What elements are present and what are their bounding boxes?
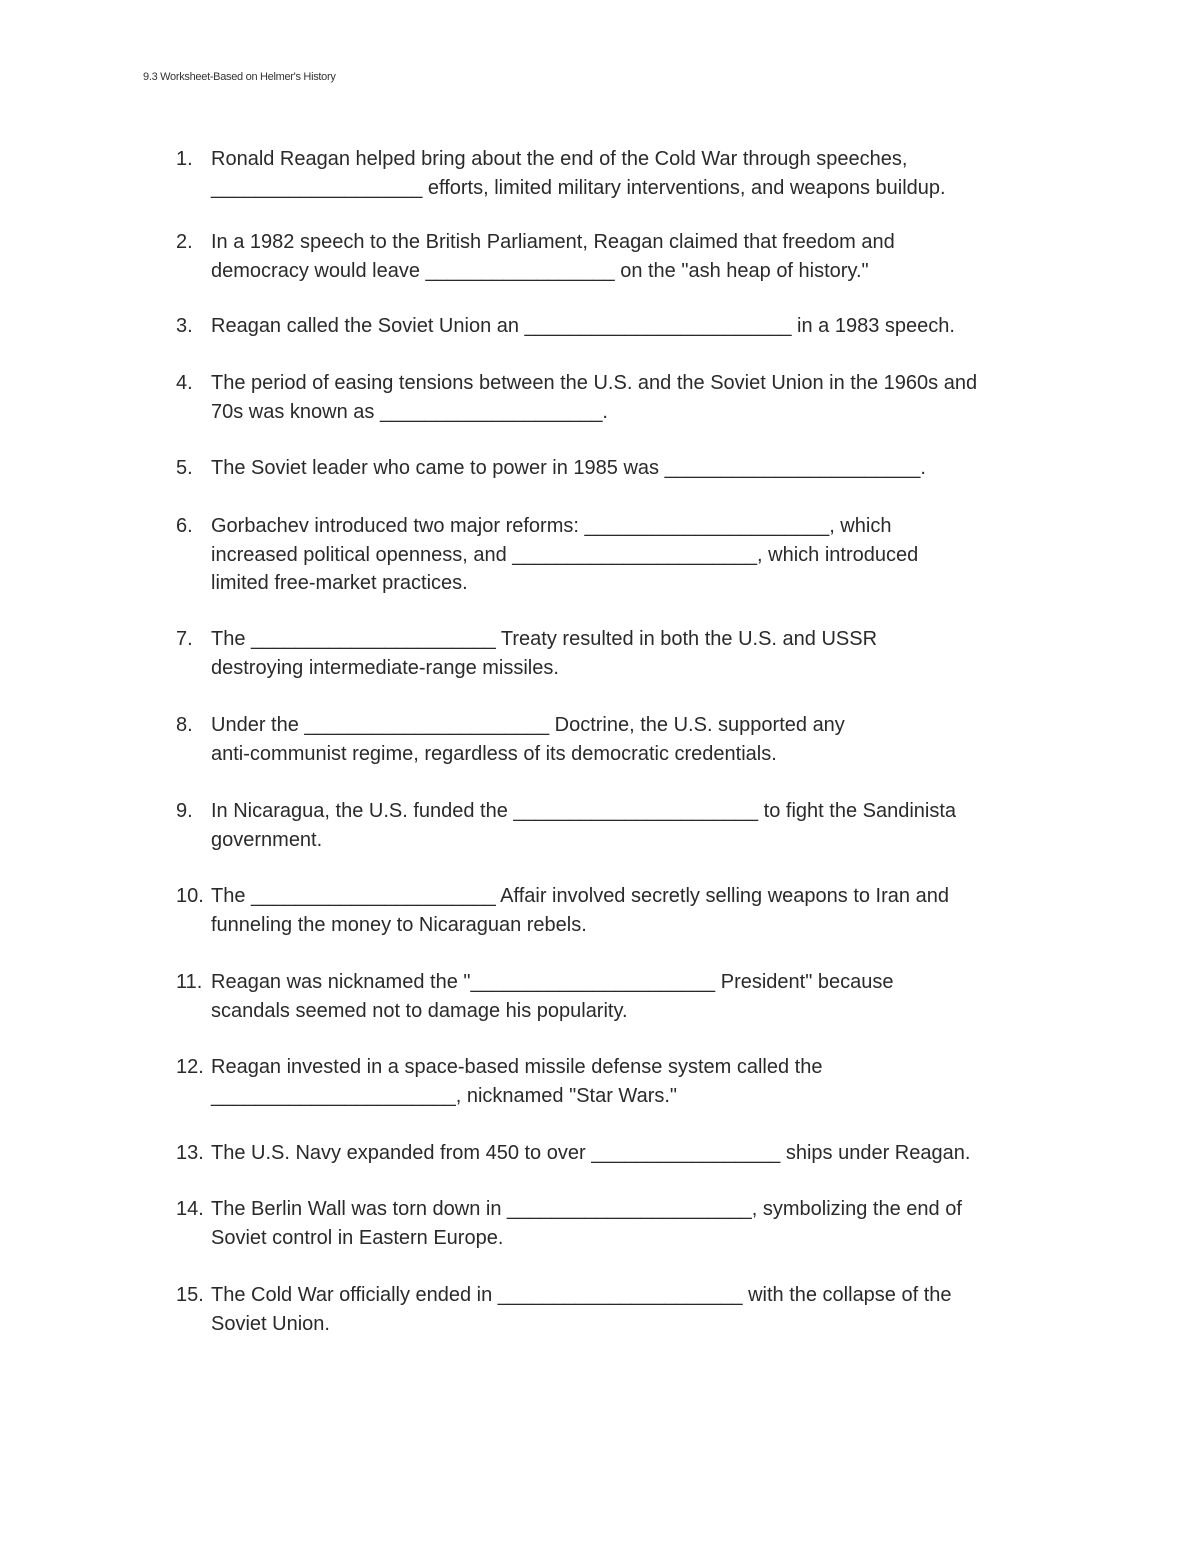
question-number: 14. — [176, 1198, 204, 1220]
question-line: scandals seemed not to damage his popularity. — [211, 999, 628, 1022]
question-line: anti-communist regime, regardless of its democratic credentials. — [211, 742, 777, 765]
question-line: In Nicaragua, the U.S. funded the ______________________ to fight the Sandinista — [211, 800, 957, 822]
question-line: Gorbachev introduced two major reforms: ______________________, which — [211, 515, 892, 537]
question-line: Under the ______________________ Doctrine, the U.S. supported any — [211, 714, 845, 736]
question-text — [211, 882, 1081, 939]
question-text — [211, 625, 1081, 682]
question-line: The Soviet leader who came to power in 1985 was _______________________. — [211, 457, 926, 479]
question-text — [211, 1139, 1081, 1168]
question-line: increased political openness, and ______________________, which introduced — [211, 543, 919, 566]
question-text — [211, 1195, 1081, 1252]
question-text — [211, 1053, 1081, 1110]
question-line: The period of easing tensions between the U.S. and the Soviet Union in the 1960s and — [211, 372, 978, 394]
question-number: 13. — [176, 1142, 204, 1164]
question-line: In a 1982 speech to the British Parliament, Reagan claimed that freedom and — [211, 231, 895, 253]
question-text — [211, 312, 1081, 341]
question-line: Reagan called the Soviet Union an ________________________ in a 1983 speech. — [211, 315, 955, 337]
question-number: 7. — [176, 628, 193, 650]
question-line: Reagan was nicknamed the "______________________ President" because — [211, 971, 894, 993]
question-line: The ______________________ Affair involved secretly selling weapons to Iran and — [211, 885, 949, 907]
question-number: 1. — [176, 148, 193, 170]
question-number: 2. — [176, 231, 193, 253]
question-text — [211, 1281, 1081, 1338]
question-number: 4. — [176, 372, 193, 394]
question-line: Soviet Union. — [211, 1312, 330, 1335]
question-number: 11. — [176, 971, 203, 993]
question-text — [211, 454, 1081, 483]
question-line: ______________________, nicknamed "Star Wars." — [211, 1084, 678, 1107]
question-text — [211, 797, 1081, 854]
question-text — [211, 369, 1081, 426]
question-line: funneling the money to Nicaraguan rebels. — [211, 913, 587, 936]
question-line: 70s was known as ____________________. — [211, 400, 608, 423]
question-line: democracy would leave _________________ on the "ash heap of history." — [211, 259, 869, 282]
question-line: The Cold War officially ended in ______________________ with the collapse of the — [211, 1284, 952, 1306]
question-line: government. — [211, 828, 323, 851]
question-line: ___________________ efforts, limited military interventions, and weapons buildup. — [211, 176, 946, 199]
question-line: The Berlin Wall was torn down in ______________________, symbolizing the end of — [211, 1198, 962, 1220]
question-line: The ______________________ Treaty resulted in both the U.S. and USSR — [211, 628, 878, 650]
question-number: 15. — [176, 1284, 204, 1306]
question-text — [211, 512, 1081, 598]
question-line: Reagan invested in a space-based missile defense system called the — [211, 1056, 823, 1078]
question-number: 8. — [176, 714, 193, 736]
question-number: 12. — [176, 1056, 204, 1078]
question-number: 10. — [176, 885, 204, 907]
question-number: 3. — [176, 315, 193, 337]
question-number: 9. — [176, 800, 193, 822]
question-number: 5. — [176, 457, 193, 479]
question-text — [211, 228, 1081, 285]
question-line: destroying intermediate-range missiles. — [211, 656, 559, 679]
question-line: The U.S. Navy expanded from 450 to over _________________ ships under Reagan. — [211, 1142, 971, 1164]
question-text — [211, 711, 1081, 768]
question-text — [211, 968, 1081, 1025]
page-header: 9.3 Worksheet-Based on Helmer's History — [143, 71, 336, 83]
question-line: Soviet control in Eastern Europe. — [211, 1226, 504, 1249]
question-line: Ronald Reagan helped bring about the end of the Cold War through speeches, — [211, 148, 908, 170]
question-text — [211, 145, 1081, 202]
question-line: limited free-market practices. — [211, 572, 468, 594]
question-number: 6. — [176, 515, 193, 537]
